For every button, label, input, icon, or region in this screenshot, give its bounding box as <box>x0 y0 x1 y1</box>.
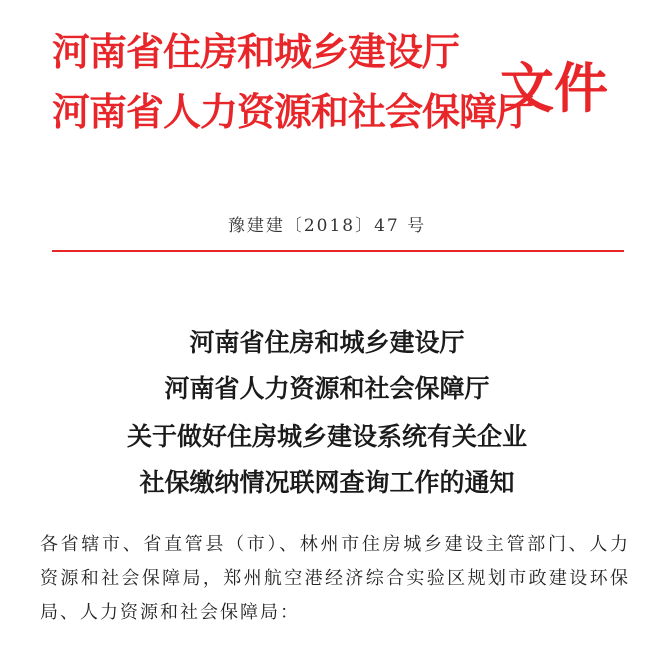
salutation-paragraph: 各省辖市、省直管县（市）、林州市住房城乡建设主管部门、人力资源和社会保障局，郑州航空港经济综合实验区规划市政建设环保局、人力资源和社会保障局： <box>40 534 630 623</box>
issuer-hr-dept: 河南省人力资源和社会保障厅 <box>52 89 534 134</box>
document-number: 豫建建〔2018〕47 号 <box>227 216 427 236</box>
title-line-2: 河南省人力资源和社会保障厅 <box>164 374 490 403</box>
issuer-housing-dept: 河南省住房和城乡建设厅 <box>52 29 460 74</box>
red-separator-line <box>52 250 624 252</box>
title-line-4: 社保缴纳情况联网查询工作的通知 <box>139 468 515 497</box>
title-line-1: 河南省住房和城乡建设厅 <box>189 328 465 357</box>
title-line-3: 关于做好住房城乡建设系统有关企业 <box>126 422 527 451</box>
document-mark: 文件 <box>500 56 608 120</box>
